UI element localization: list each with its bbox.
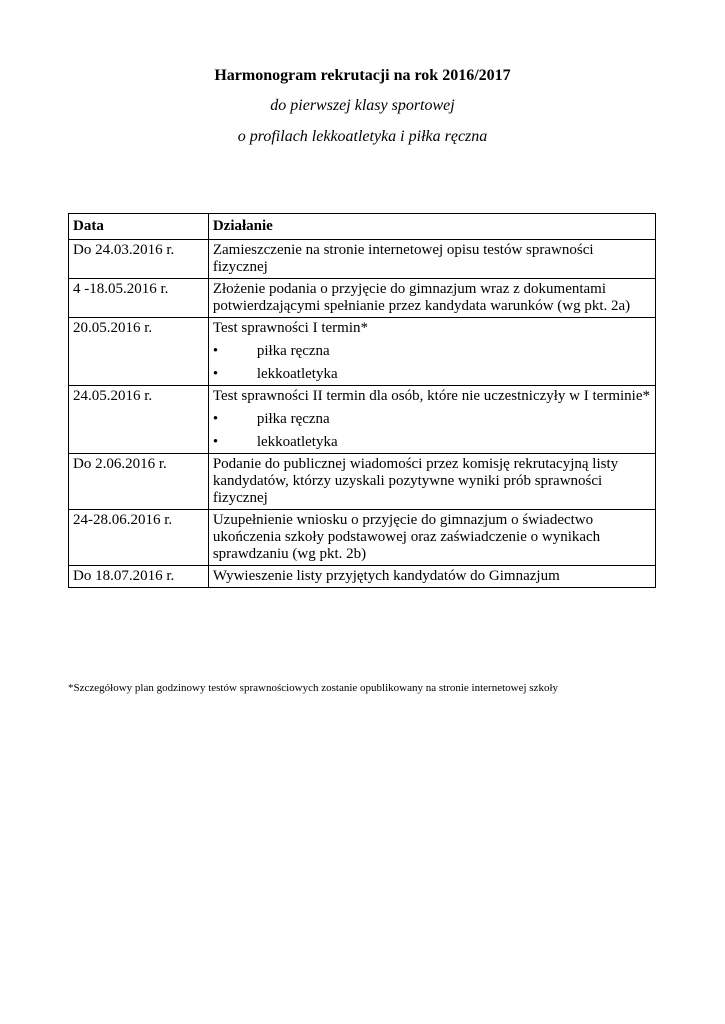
row-date: 24-28.06.2016 r. <box>69 510 209 566</box>
list-item <box>213 411 651 428</box>
row-action-text: Wywieszenie listy przyjętych kandydatów do Gimnazjum <box>212 568 560 584</box>
row-date: 24.05.2016 r. <box>69 386 209 454</box>
list-item-text: lekkoatletyka <box>256 366 338 382</box>
table-row <box>69 566 656 588</box>
table-header-row <box>69 214 656 240</box>
column-header-action: Działanie <box>208 214 655 240</box>
row-date: Do 24.03.2016 r. <box>69 240 209 279</box>
bullet-icon: • <box>212 366 219 382</box>
row-date: 20.05.2016 r. <box>69 318 209 386</box>
list-item-text: lekkoatletyka <box>256 434 338 450</box>
row-date: 4 -18.05.2016 r. <box>69 279 209 318</box>
table-row <box>69 510 656 566</box>
table-row <box>69 279 656 318</box>
page-title: Harmonogram rekrutacji na rok 2016/2017 <box>214 67 511 84</box>
table-row <box>69 386 656 454</box>
footnote: *Szczegółowy plan godzinowy testów sprawnościowych zostanie opublikowany na stronie internetowej szkoły <box>68 682 558 694</box>
row-action-text: Uzupełnienie wniosku o przyjęcie do gimnazjum o świadectwo ukończenia szkoły podstawowej oraz zaświadczenie o wynikach sprawdzaniu (wg pkt. 2b) <box>212 512 601 562</box>
list-item <box>213 366 651 383</box>
bullet-icon: • <box>212 343 219 359</box>
row-action-text: Zamieszczenie na stronie internetowej opisu testów sprawności fizycznej <box>212 242 594 275</box>
row-date: Do 18.07.2016 r. <box>69 566 209 588</box>
page-subtitle-line2: o profilach lekkoatletyka i piłka ręczna <box>237 128 488 145</box>
row-action <box>208 566 655 588</box>
row-action <box>208 318 655 386</box>
row-action-text: Test sprawności I termin* <box>212 320 368 336</box>
row-action <box>208 240 655 279</box>
table-row <box>69 318 656 386</box>
row-date: Do 2.06.2016 r. <box>69 454 209 510</box>
row-action-text: Złożenie podania o przyjęcie do gimnazjum wraz z dokumentami potwierdzającymi spełnianie przez kandydata warunków (wg pkt. 2a) <box>212 281 631 314</box>
list-item <box>213 343 651 360</box>
page-subtitle-line1: do pierwszej klasy sportowej <box>270 97 455 114</box>
row-action <box>208 510 655 566</box>
row-action-text: Test sprawności II termin dla osób, które nie uczestniczyły w I terminie* <box>212 388 650 404</box>
recruitment-schedule-table <box>68 213 656 588</box>
row-action <box>208 386 655 454</box>
bullet-icon: • <box>212 411 219 427</box>
row-action <box>208 279 655 318</box>
list-item-text: piłka ręczna <box>256 343 330 359</box>
list-item <box>213 434 651 451</box>
table-row <box>69 240 656 279</box>
table-row <box>69 454 656 510</box>
row-action-text: Podanie do publicznej wiadomości przez komisję rekrutacyjną listy kandydatów, którzy uzyskali pozytywne wyniki prób sprawności fizycznej <box>212 456 619 506</box>
bullet-icon: • <box>212 434 219 450</box>
list-item-text: piłka ręczna <box>256 411 330 427</box>
row-action <box>208 454 655 510</box>
column-header-date: Data <box>69 214 209 240</box>
